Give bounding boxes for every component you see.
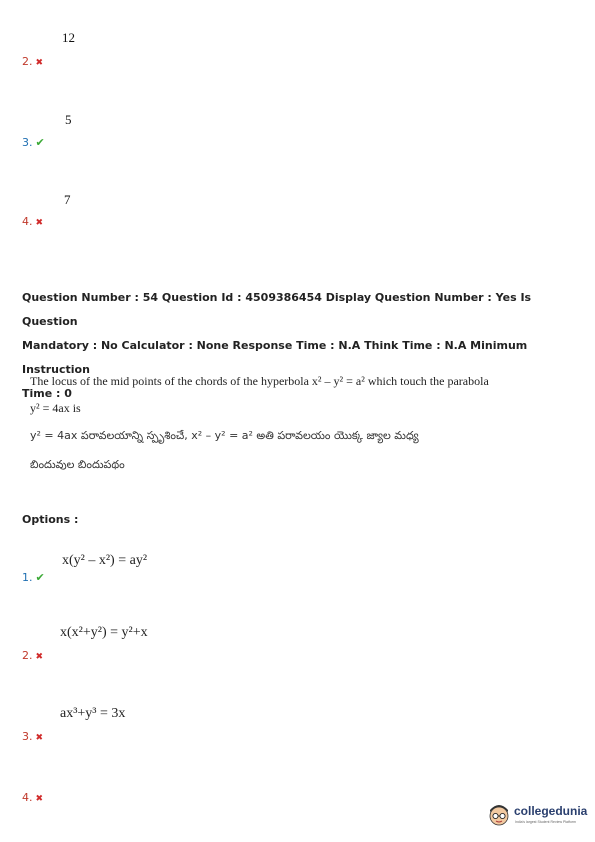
question-text-en-1: The locus of the mid points of the chords of the hyperbola x² – y² = a² which touch the parabola (30, 374, 489, 388)
option-2-answer: x(x²+y²) = y²+x (60, 625, 148, 640)
question-text-te-2: బిందువుల బిందుపథం (30, 458, 125, 471)
option-number: 2. (22, 649, 33, 662)
logo-tagline: India's largest Student Review Platform (515, 820, 576, 824)
question-text-en-2: y² = 4ax is (30, 401, 81, 415)
options-label: Options : (22, 513, 79, 526)
cross-icon: ✖ (35, 794, 44, 804)
option-number: 3. (22, 136, 33, 149)
option-4 (22, 786, 43, 805)
cross-icon: ✖ (35, 733, 44, 743)
prev-option-4 (22, 210, 43, 229)
collegedunia-logo (488, 800, 588, 830)
option-number: 2. (22, 55, 33, 68)
prev-option-3 (22, 131, 45, 150)
question-text-te-1: y² = 4ax పరావలయాన్ని స్పృశించే, x² – y² = a² అతి పరావలయం యొక్క జ్యాల మధ్య (30, 429, 419, 442)
meta-line-2: Mandatory : No Calculator : None Response Time : N.A Think Time : N.A Minimum Instruction (22, 339, 528, 376)
check-icon: ✔ (35, 136, 45, 149)
option-2 (22, 644, 43, 663)
prev-option-3-answer: 5 (65, 112, 72, 127)
prev-option-2 (22, 50, 43, 69)
prev-option-4-answer: 7 (64, 192, 71, 207)
option-number: 4. (22, 215, 33, 228)
cross-icon: ✖ (35, 58, 44, 68)
prev-option-2-answer: 12 (62, 30, 75, 45)
option-1-answer: x(y² – x²) = ay² (62, 553, 148, 568)
meta-line-3: Time : 0 (22, 387, 72, 400)
meta-line-1: Question Number : 54 Question Id : 4509386454 Display Question Number : Yes Is Question (22, 291, 532, 328)
option-number: 4. (22, 791, 33, 804)
option-number: 1. (22, 571, 33, 584)
option-3-answer: ax³+y³ = 3x (60, 706, 126, 721)
option-1 (22, 566, 45, 585)
option-3 (22, 725, 43, 744)
logo-name: collegedunia (514, 804, 588, 818)
check-icon: ✔ (35, 571, 45, 584)
option-number: 3. (22, 730, 33, 743)
mascot-icon (488, 802, 510, 828)
cross-icon: ✖ (35, 218, 44, 228)
cross-icon: ✖ (35, 652, 44, 662)
